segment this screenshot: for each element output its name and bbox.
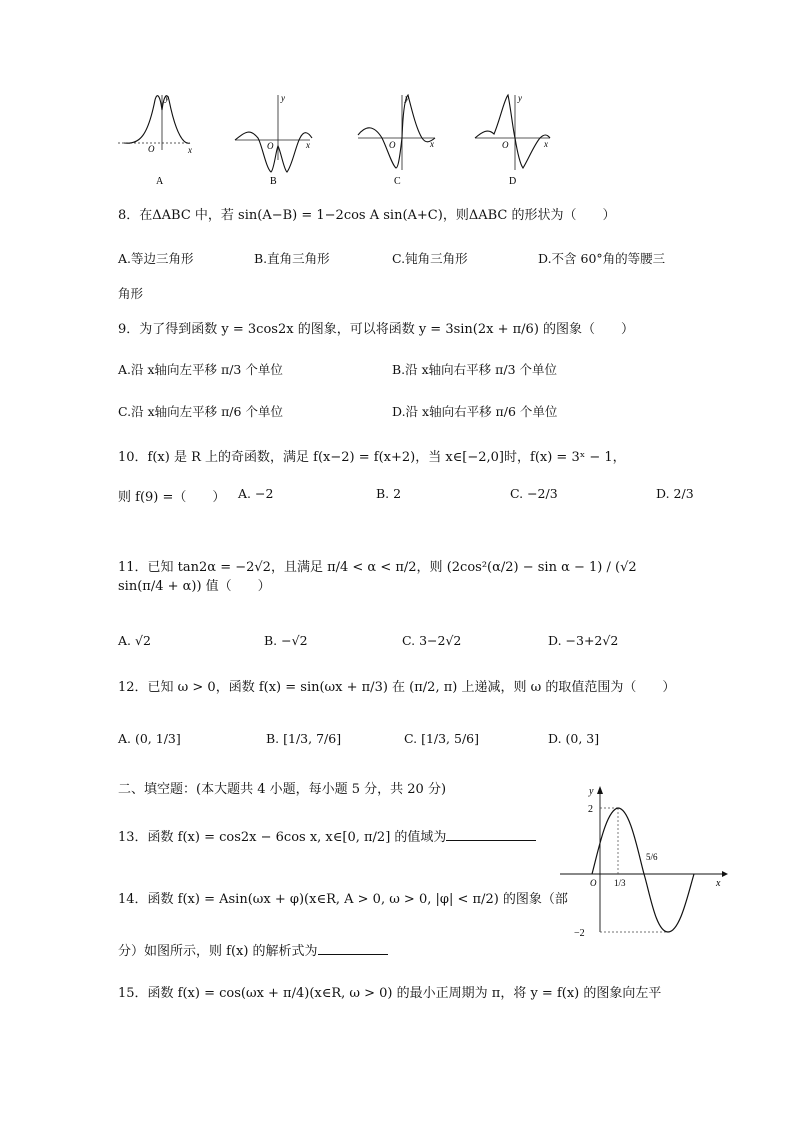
question-14-line2-text: 分）如图所示，则 f(x) 的解析式为: [118, 944, 318, 959]
question-11-stem: 11．已知 tan2α = −2√2，且满足 π/4 < α < π/2，则 (2cos²(α/2) − sin α − 1) / (√2 sin(π/4 + α)) 值（ ）: [118, 560, 637, 594]
sine-curve: [592, 808, 694, 932]
question-8-stem: 8．在ΔABC 中，若 sin(A−B) = 1−2cos A sin(A+C)，则ΔABC 的形状为（ ）: [118, 208, 616, 223]
q8-option-c: C.钝角三角形: [392, 251, 468, 266]
q9-option-a: A.沿 x轴向左平移 π/3 个单位: [118, 362, 283, 377]
axis-x-label: x: [544, 139, 548, 149]
q10-option-c: C. −2/3: [510, 486, 558, 501]
x-tick-one-third: 1/3: [614, 878, 626, 888]
x-tick-five-sixths: 5/6: [646, 852, 658, 862]
section-2-heading: 二、填空题：(本大题共 4 小题，每小题 5 分，共 20 分): [118, 782, 447, 797]
axis-y-label: y: [518, 93, 522, 103]
q10-option-d: D. 2/3: [656, 486, 694, 501]
q11-option-b: B. −√2: [264, 633, 308, 648]
question-15: 15．函数 f(x) = cos(ωx + π/4)(x∈R, ω > 0) 的最小正周期为 π，将 y = f(x) 的图象向左平: [118, 986, 662, 1001]
question-13: [118, 826, 536, 845]
q8-option-d-wrap: 角形: [118, 286, 144, 301]
q9-option-d: D.沿 x轴向右平移 π/6 个单位: [392, 404, 558, 419]
q13-answer-blank[interactable]: [446, 828, 536, 841]
x-axis-arrow: [722, 871, 728, 877]
question-12-stem: 12．已知 ω > 0，函数 f(x) = sin(ωx + π/3) 在 (π/2, π) 上递减，则 ω 的取值范围为（ ）: [118, 680, 676, 695]
q12-option-d: D. (0, 3]: [548, 731, 600, 746]
axis-x-label: x: [188, 145, 192, 155]
graph-c: [358, 93, 435, 187]
q10-option-b: B. 2: [376, 486, 402, 501]
q9-option-b: B.沿 x轴向右平移 π/3 个单位: [392, 362, 558, 377]
question-10-stem: 10．f(x) 是 R 上的奇函数，满足 f(x−2) = f(x+2)，当 x∈[−2,0]时，f(x) = 3ˣ − 1，: [118, 450, 626, 465]
q9-option-c: C.沿 x轴向左平移 π/6 个单位: [118, 404, 283, 419]
origin-label: O: [148, 144, 155, 154]
x-label: x: [716, 878, 721, 889]
question-9-stem: 9．为了得到函数 y = 3cos2x 的图象，可以将函数 y = 3sin(2x + π/6) 的图象（ ）: [118, 322, 635, 337]
q14-answer-blank[interactable]: [318, 942, 388, 955]
graph-label-b: B: [270, 176, 277, 187]
q11-option-d: D. −3+2√2: [548, 633, 619, 648]
q11-option-a: A. √2: [118, 633, 151, 648]
axis-y-label: y: [165, 93, 169, 103]
graph-label-c: C: [394, 176, 401, 187]
y-label: y: [589, 786, 594, 797]
axis-y-label: y: [405, 93, 409, 103]
origin-label: O: [502, 140, 509, 150]
question-14-line2: [118, 940, 388, 959]
graph-d: [475, 93, 550, 187]
top-graphs: [110, 90, 570, 190]
top-graphs-svg: [110, 90, 570, 190]
y-axis-arrow: [597, 786, 603, 794]
question-10-line2: 则 f(9) =（ ）: [118, 490, 226, 505]
graph-label-a: A: [156, 176, 164, 187]
q12-option-a: A. (0, 1/3]: [118, 731, 181, 746]
axis-y-label: y: [281, 93, 285, 103]
q12-option-b: B. [1/3, 7/6]: [266, 731, 342, 746]
q8-option-b: B.直角三角形: [254, 251, 330, 266]
question-14-line1: 14．函数 f(x) = Asin(ωx + φ)(x∈R, A > 0, ω > 0, |φ| < π/2) 的图象（部: [118, 892, 568, 907]
axis-x-label: x: [306, 140, 310, 150]
q10-option-a: A. −2: [238, 486, 274, 501]
q12-option-c: C. [1/3, 5/6]: [404, 731, 479, 746]
origin-label: O: [590, 878, 597, 888]
y-min-label: −2: [574, 928, 585, 939]
origin-label: O: [267, 141, 274, 151]
q14-graph-svg: [556, 782, 732, 942]
origin-label: O: [389, 140, 396, 150]
axis-x-label: x: [430, 139, 434, 149]
q8-option-a: A.等边三角形: [118, 251, 194, 266]
y-max-label: 2: [588, 804, 593, 815]
graph-b: [235, 93, 312, 187]
q8-option-d: D.不含 60°角的等腰三: [538, 251, 666, 266]
graph-a: [118, 93, 192, 187]
q11-option-c: C. 3−2√2: [402, 633, 462, 648]
q14-graph: [556, 782, 732, 942]
question-13-text: 13．函数 f(x) = cos2x − 6cos x, x∈[0, π/2] 的值域为: [118, 830, 447, 845]
graph-label-d: D: [509, 176, 517, 187]
